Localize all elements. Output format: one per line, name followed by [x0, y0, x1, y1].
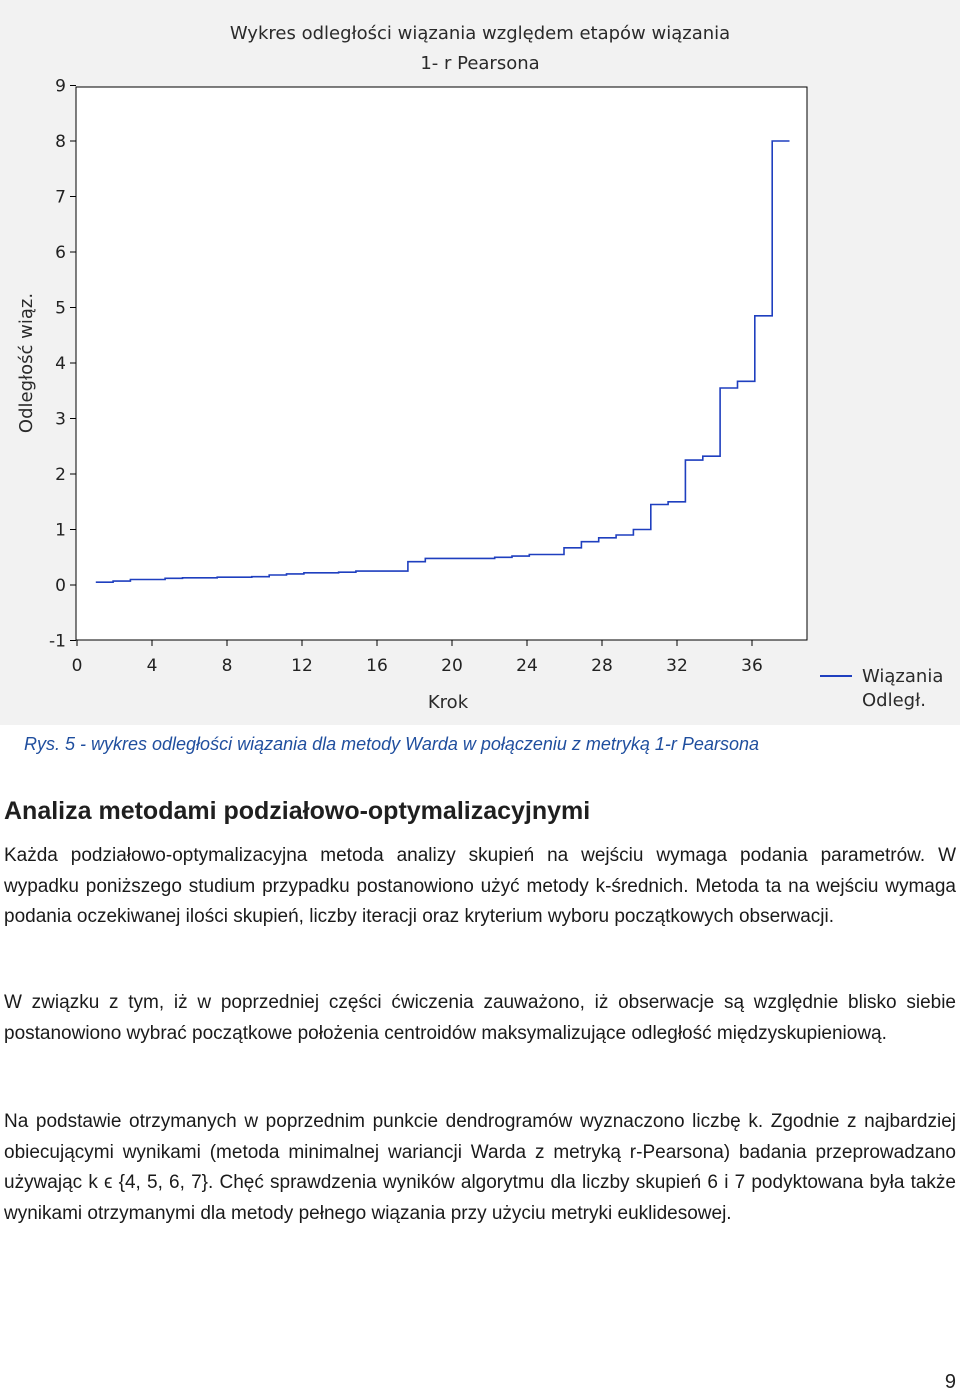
y-tick-label: 4 [55, 354, 66, 374]
chart-title: Wykres odległości wiązania względem etapów wiązania [229, 23, 731, 44]
paragraph-1: Każda podziałowo-optymalizacyjna metoda analizy skupień na wejściu wymaga podania parametrów. W wypadku poniższego studium przypadku postanowiono użyć metody k-średnich. Metoda ta na wejściu wymaga podania oczekiwanej ilości skupień, liczby iteracji oraz kryterium wyboru początkowych obserwacji. [4, 845, 956, 927]
y-tick-label: 0 [55, 576, 66, 596]
y-tick-label: 5 [55, 298, 66, 319]
y-tick-label: -1 [49, 631, 66, 652]
x-tick-label: 36 [741, 656, 763, 676]
x-tick-label: 16 [366, 656, 388, 676]
y-tick-label: 1 [55, 520, 66, 541]
x-tick-label: 0 [71, 656, 83, 676]
x-tick-label: 8 [221, 656, 233, 676]
legend-label-line1: Wiązania [862, 666, 944, 687]
x-tick-label: 4 [146, 656, 158, 676]
y-tick-label: 8 [55, 132, 66, 152]
x-tick-label: 28 [591, 656, 613, 676]
x-tick-label: 12 [291, 656, 313, 676]
section-title: Analiza metodami podziałowo-optymalizacyjnymi [4, 797, 591, 825]
x-tick-label: 32 [666, 656, 688, 676]
x-tick-label: 20 [441, 656, 463, 676]
figure-caption: Rys. 5 - wykres odległości wiązania dla metody Warda w połączeniu z metryką 1-r Pearsona [24, 734, 759, 754]
x-axis-label: Krok [427, 692, 469, 713]
y-tick-label: 7 [55, 187, 66, 208]
y-axis-label: Odległość wiąz. [16, 292, 37, 434]
y-tick-label: 9 [55, 76, 66, 97]
paragraph-2: W związku z tym, iż w poprzedniej części ćwiczenia zauważono, iż obserwacje są względnie blisko siebie postanowiono wybrać początkowe położenia centroidów maksymalizujące odległość międzyskupieniową. [4, 992, 956, 1044]
paragraph-3: Na podstawie otrzymanych w poprzednim punkcie dendrogramów wyznaczono liczbę k. Zgodnie z najbardziej obiecującymi wynikami (metoda minimalnej wariancji Warda z metryką r-Pearsona) badania przeprowadzano używając k ϵ {4, 5, 6, 7}. Chęć sprawdzenia wyników algorytmu dla liczby skupień 6 i 7 podyktowana była także wynikami otrzymanymi dla metody pełnego wiązania przy użyciu metryki euklidesowej. [4, 1111, 956, 1224]
y-tick-label: 3 [55, 409, 66, 430]
y-tick-label: 6 [55, 243, 66, 263]
x-tick-label: 24 [516, 656, 538, 676]
legend-label-line2: Odległ. [862, 690, 926, 711]
page-number: 9 [944, 1371, 956, 1393]
plot-area [76, 87, 807, 640]
y-tick-label: 2 [55, 465, 66, 485]
chart-subtitle: 1- r Pearsona [420, 53, 540, 74]
